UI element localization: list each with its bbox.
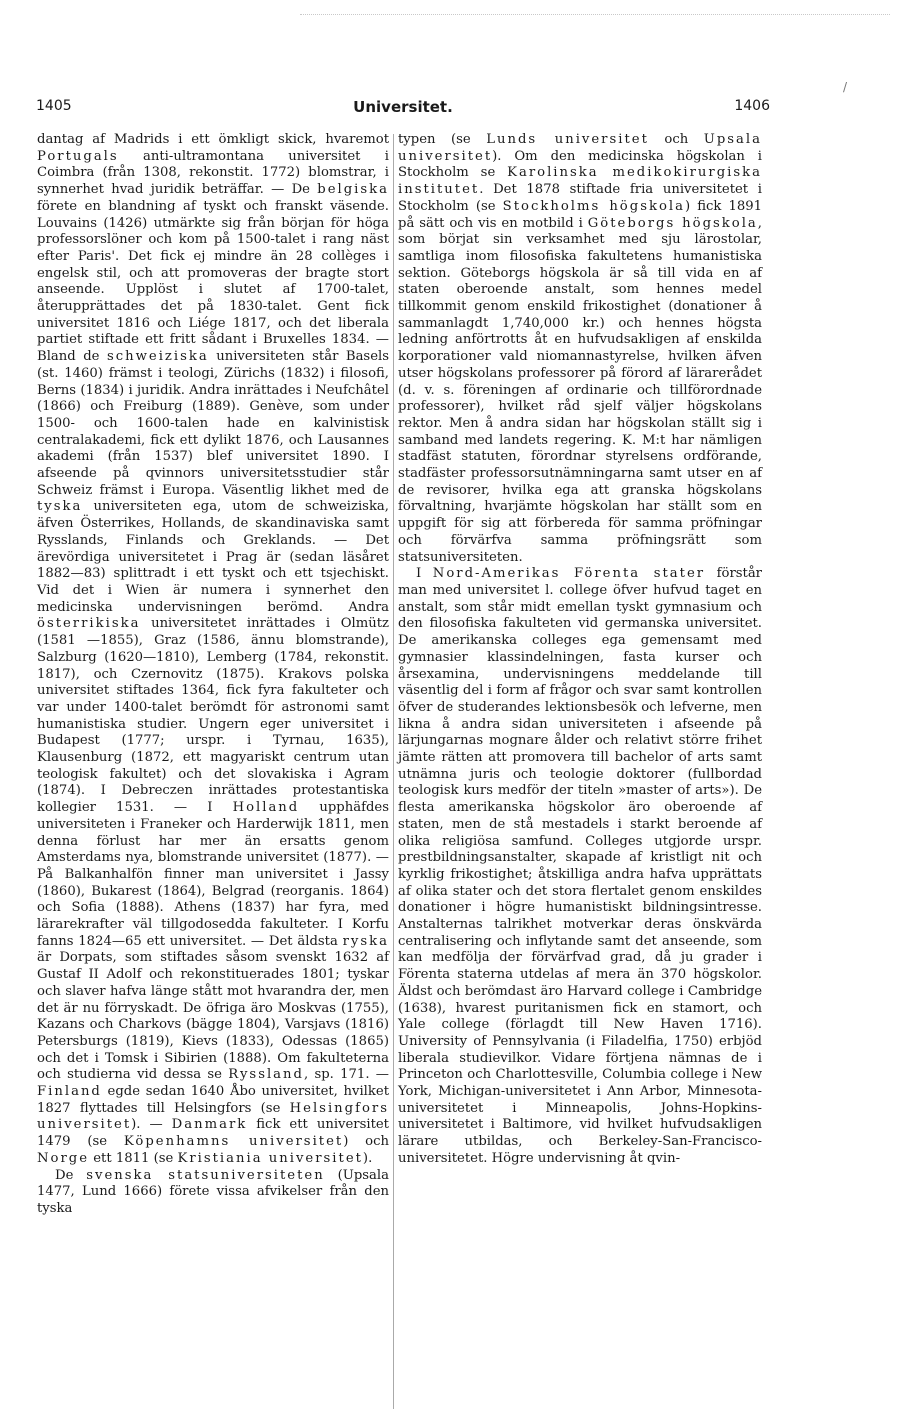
top-rule — [300, 14, 890, 15]
cross-reference: Köpenhamns universitet — [123, 1134, 344, 1150]
running-header — [36, 98, 770, 122]
left-column — [37, 132, 389, 1218]
spaced-term: Nord-Amerikas Förenta stater — [432, 566, 706, 582]
spaced-term: Finland — [37, 1084, 102, 1100]
paragraph: dantag af Madrids i ett ömkligt skick, hvaremot Portugals anti-ultramontana universitet i Coimbra (från 1308, rekonstit. 1772) blomstrar, i synnerhet hvad juridik beträffar. — De belgiska förete en blandning af tyskt och franskt väsende. Louvains (1426) utmärkte sig från början för höga professorslöner och kom på 1500-talet i rang näst efter Paris'. Det fick ej mindre än 28 collèges i engelsk stil, och att promoveras der bragte stort anseende. Upplöst i slutet af 1700-talet, återupprättades det på 1830-talet. Gent fick universitet 1816 och Liége 1817, och det liberala partiet stiftade ett fritt sådant i Bruxelles 1834. — Bland de schweiziska universiteten står Basels (st. 1460) främst i teologi, Zürichs (1832) i filosofi, Berns (1834) i juridik. Andra inrättades i Neufchâtel (1866) och Freiburg (1889). Genève, som under 1500- och 1600-talen hade en kalvinistisk centralakademi, fick ett dylikt 1876, och Lausannes akademi (från 1537) blef universitet 1890. I afseende på qvinnors universitetsstudier står Schweiz främst i Europa. Väsentlig likhet med de tyska universiteten ega, utom de schweiziska, äfven Österrikes, Hollands, de skandinaviska samt Rysslands, Finlands och Greklands. — Det ärevördiga universitetet i Prag är (sedan läsåret 1882—83) splittradt i ett tyskt och ett tsjechiskt. Vid det i Wien är numera i synnerhet den medicinska undervisningen berömd. Andra österrikiska universitetet inrättades i Olmütz (1581 —1855), Graz (1586, ännu blomstrande), Salzburg (1620—1810), Lemberg (1784, rekonstit. 1817), och Czernovitz (1875). Krakovs polska universitet stiftades 1364, fick fyra fakulteter och var under 1400-talet berömdt för astronomi samt humanistiska studier. Ungern eger universitet i Budapest (1777; urspr. i Tyrnau, 1635), Klausenburg (1872, ett magyariskt centrum utan teologisk fakultet) och det slovakiska i Agram (1874). I Debreczen inrättades protestantiska kollegier 1531. — I Holland upphäfdes universiteten i Franeker och Harderwijk 1811, men denna förlust har mer än ersatts genom Amsterdams nya, blomstrande universitet (1877). — På Balkanhalfön finner man universitet i Jassy (1860), Bukarest (1864), Belgrad (reorganis. 1864) och Sofia (1888). Athens (1837) har fyra, med lärarekrafter väl tillgodosedda fakulteter. I Korfu fanns 1824—65 ett universitet. — Det äldsta ryska är Dorpats, som stiftades såsom svenskt 1632 af Gustaf II Adolf och rekonstituerades 1801; tyskar och slaver hafva länge stått mot hvarandra der, men det är nu förryskadt. De öfriga äro Moskvas (1755), Kazans och Charkovs (bägge 1804), Varsjavs (1816) Petersburgs (1819), Kievs (1833), Odessas (1865) och det i Tomsk i Sibirien (1888). Om fakulteterna och studierna vid dessa se Ryssland, sp. 171. — Finland egde sedan 1640 Åbo universitet, hvilket 1827 flyttades till Helsingfors (se Helsingfors universitet). — Danmark fick ett universitet 1479 (se Köpenhamns universitet) och Norge ett 1811 (se Kristiania universitet). — [37, 132, 389, 1166]
spaced-term: svenska statsuniversiteten — [86, 1167, 325, 1183]
paragraph: typen (se Lunds universitet och Upsala universitet). Om den medicinska högskolan i Stockholm se Karolinska medikokirurgiska institutet. Det 1878 stiftade fria universitetet i Stockholm (se Stockholms högskola) fick 1891 på sätt och vis en motbild i Göteborgs högskola, som börjat sin verksamhet med sju lärostolar, samtliga inom filosofiska fakultetens humanistiska sektion. Göteborgs högskola är så till vida en af staten oberoende anstalt, som hennes medel tillkommit genom enskild frikostighet (donationer å sammanlagdt 1,740,000 kr.) och hennes högsta ledning anförtrotts åt en hufvudsakligen af enskilda korporationer vald niomannastyrelse, hvilken äfven utser högskolans professorer på förord af lärarerådet (d. v. s. föreningen af ordinarie och tillförordnade professorer), hvilket råd sjelf väljer högskolans rektor. Men å andra sidan har högskolan ställt sig i samband med landets regering. K. M:t har nämligen stadfäst statuten, förordnar styrelsens ordförande, stadfäster professorsutnämningarna samt utser en af de revisorer, hvilka ega att granska högskolans förvaltning, hvarjämte högskolan har ställt som en uppgift för sig att förbereda för samma pröfningar och förvärfva samma pröfningsrätt som statsuniversiteten. — [398, 132, 763, 565]
page-title: Universitet. — [353, 98, 453, 116]
cross-reference: Helsingfors universitet — [37, 1100, 389, 1133]
paragraph: De svenska statsuniversiteten (Upsala 1477, Lund 1666) förete vissa afvikelser från den tyska — [37, 1167, 389, 1216]
spaced-term: Norge — [37, 1150, 90, 1166]
spaced-term: belgiska — [317, 182, 389, 198]
spaced-term: Danmark — [171, 1117, 248, 1133]
right-page-number: 1406 — [734, 98, 770, 114]
spaced-term: Portugals — [37, 148, 119, 164]
cross-reference: Lunds universitet — [486, 132, 649, 147]
left-page-number: 1405 — [36, 98, 72, 114]
paragraph: I Nord-Amerikas Förenta stater förstår man med universitet l. college öfver hufvud taget en anstalt, som står midt emellan tyskt gymnasium och den filosofiska fakulteten vid germanska universitet. De amerikanska colleges ega gemensamt med gymnasier klassindelningen, fasta kurser och årsexamina, undervisningens meddelande till väsentlig del i form af frågor och svar samt kontrollen öfver de studerandes lektionsbesök och lefverne, men likna å andra sidan universiteten i afseende på lärjungarnas mognare ålder och relativt större frihet jämte rätten att promovera till bachelor of arts samt utnämna juris och teologie doktorer (fullbordad teologisk kurs medför der titeln »master of arts»). De flesta amerikanska högskolor äro oberoende af staten, men de stå mestadels i starkt beroende af olika religiösa samfund. Colleges utgjorde urspr. prestbildningsanstalter, skapade af kristligt nit och kyrklig frikostighet; åtskilliga andra hafva upprättats af olika stater och det stora flertalet genom enskildes donationer i högre humanistiskt bildningsintresse. Anstalternas talrikhet motverkar deras önskvärda centralisering och inflytande samt det anseende, som kan medfölja der förvärfvad grad, då ju grader i Förenta staterna utdelas af mera än 370 högskolor. Äldst och berömdast äro Harvard college i Cambridge (1638), hvarest puritanismen fick en stamort, och Yale college (förlagdt till New Haven 1716). University of Pennsylvania (i Filadelfia, 1750) erbjöd liberala studievilkor. Vidare förtjena nämnas de i Princeton och Charlottesville, Columbia college i New York, Michigan-universitetet i Ann Arbor, Minnesota-universitetet i Minneapolis, Johns-Hopkins-universitetet i Baltimore, vid hvilket hufvudsakligen lärare utbildas, och Berkeley-San-Francisco-universitetet. Högre undervisning åt qvin- — [398, 566, 762, 1166]
spaced-term: tyska — [37, 499, 83, 515]
cross-reference: Stockholms högskola — [502, 198, 685, 214]
spaced-term: österrikiska — [37, 616, 141, 632]
spaced-term: schweiziska — [106, 349, 209, 365]
cross-reference: Ryssland — [228, 1067, 304, 1083]
cross-reference: Upsala universitet — [398, 132, 763, 164]
right-column — [398, 132, 762, 1168]
cross-reference: Karolinska medikokirurgiska institutet — [398, 165, 762, 198]
cross-reference: Göteborgs högskola — [587, 215, 758, 231]
spaced-term: Holland — [232, 800, 300, 816]
column-divider — [393, 134, 394, 1409]
spaced-term: ryska — [342, 933, 389, 949]
cross-reference: Kristiania universitet — [177, 1150, 363, 1166]
margin-mark: / — [843, 80, 848, 94]
